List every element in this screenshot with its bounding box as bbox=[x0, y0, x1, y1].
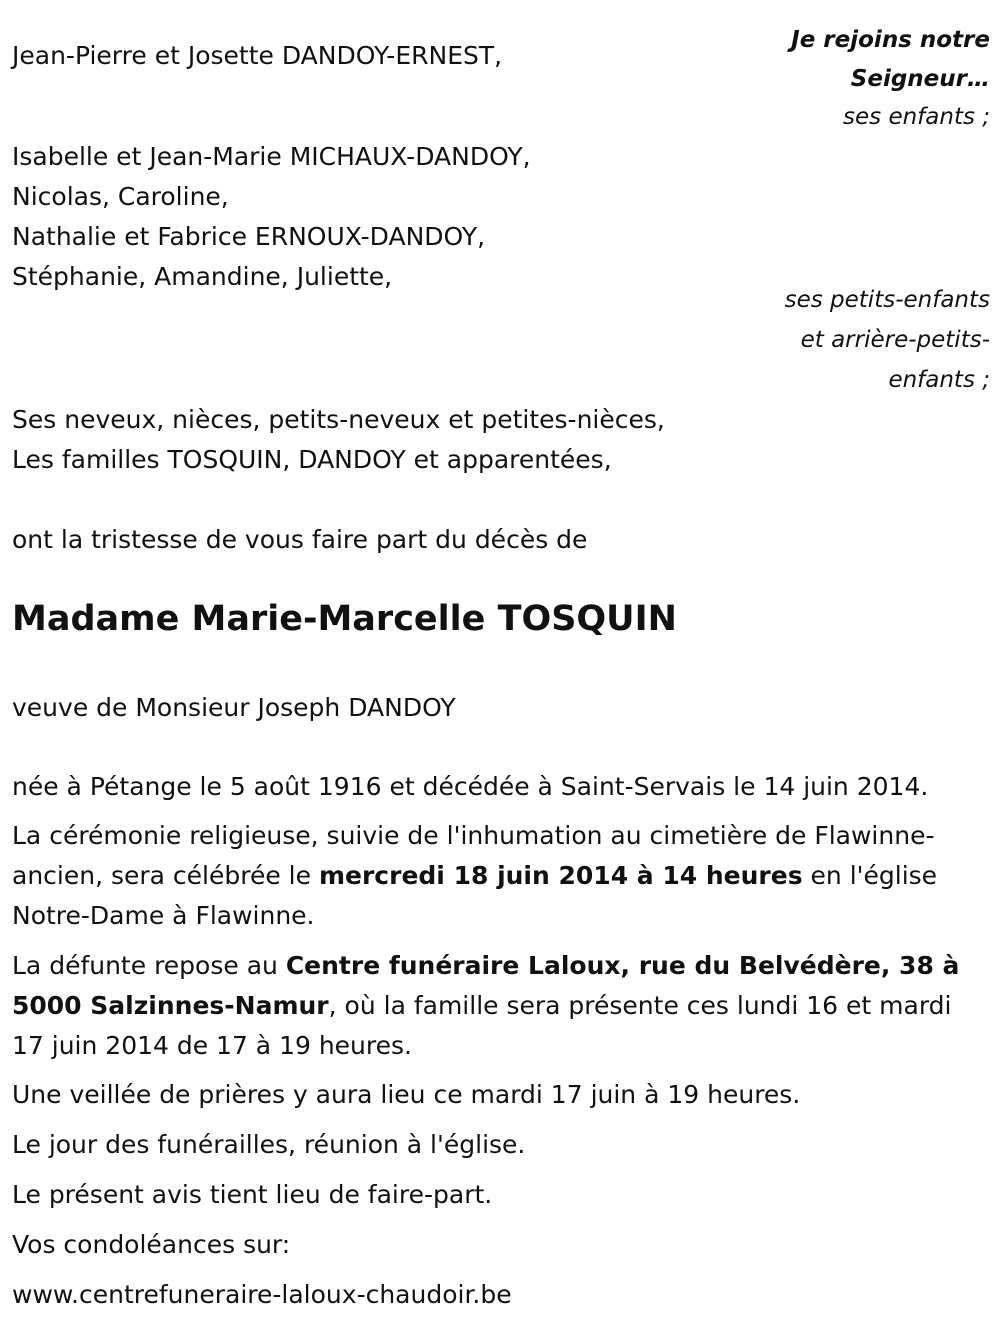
condolences-label: Vos condoléances sur: bbox=[12, 1230, 291, 1259]
announcement-text: ont la tristesse de vous faire part du décès de bbox=[12, 525, 588, 554]
grandchildren-line: Nicolas, Caroline, bbox=[12, 182, 229, 211]
ceremony-datetime: mercredi 18 juin 2014 à 14 heures bbox=[318, 861, 803, 890]
relatives-line: Ses neveux, nièces, petits-neveux et petites-nièces, bbox=[12, 405, 665, 434]
notice-line: Le présent avis tient lieu de faire-part. bbox=[12, 1180, 493, 1209]
role-grandchildren-line-2: et arrière-petits- bbox=[800, 327, 990, 353]
website-link[interactable]: www.centrefuneraire-laloux-chaudoir.be bbox=[12, 1280, 512, 1309]
rest-visiting-hours: , où la famille sera présente ces lundi 16 et mardi 17 juin 2014 de 17 à 19 heures. bbox=[12, 991, 952, 1060]
rest-address: Centre funéraire Laloux, rue du Belvédère, 38 à 5000 Salzinnes-Namur bbox=[12, 951, 960, 1020]
role-grandchildren-line-3: enfants ; bbox=[888, 367, 990, 393]
grandchildren-line: Stéphanie, Amandine, Juliette, bbox=[12, 262, 393, 291]
vigil-line: Une veillée de prières y aura lieu ce mardi 17 juin à 19 heures. bbox=[12, 1080, 801, 1109]
grandchildren-line: Isabelle et Jean-Marie MICHAUX-DANDOY, bbox=[12, 142, 531, 171]
role-grandchildren-line-1: ses petits-enfants bbox=[784, 287, 990, 313]
rest-text: La défunte repose au bbox=[12, 951, 286, 980]
ceremony-text: La cérémonie religieuse, suivie de l'inhumation au cimetière de Flawinne-ancien, sera célébrée le bbox=[12, 821, 935, 890]
deceased-name: Madame Marie-Marcelle TOSQUIN bbox=[12, 599, 677, 639]
widow-of-text: veuve de Monsieur Joseph DANDOY bbox=[12, 693, 456, 722]
motto-line-2: Seigneur… bbox=[850, 66, 990, 92]
ceremony-paragraph bbox=[12, 816, 988, 936]
role-children: ses enfants ; bbox=[843, 104, 990, 130]
relatives-line: Les familles TOSQUIN, DANDOY et apparentées, bbox=[12, 445, 612, 474]
funeral-meeting-line: Le jour des funérailles, réunion à l'église. bbox=[12, 1130, 526, 1159]
motto-line-1: Je rejoins notre bbox=[791, 27, 990, 53]
dates-line: née à Pétange le 5 août 1916 et décédée à Saint-Servais le 14 juin 2014. bbox=[12, 772, 929, 801]
grandchildren-line: Nathalie et Fabrice ERNOUX-DANDOY, bbox=[12, 222, 486, 251]
rest-paragraph bbox=[12, 946, 988, 1066]
children-line: Jean-Pierre et Josette DANDOY-ERNEST, bbox=[12, 41, 503, 70]
ceremony-location: en l'église Notre-Dame à Flawinne. bbox=[12, 861, 938, 930]
